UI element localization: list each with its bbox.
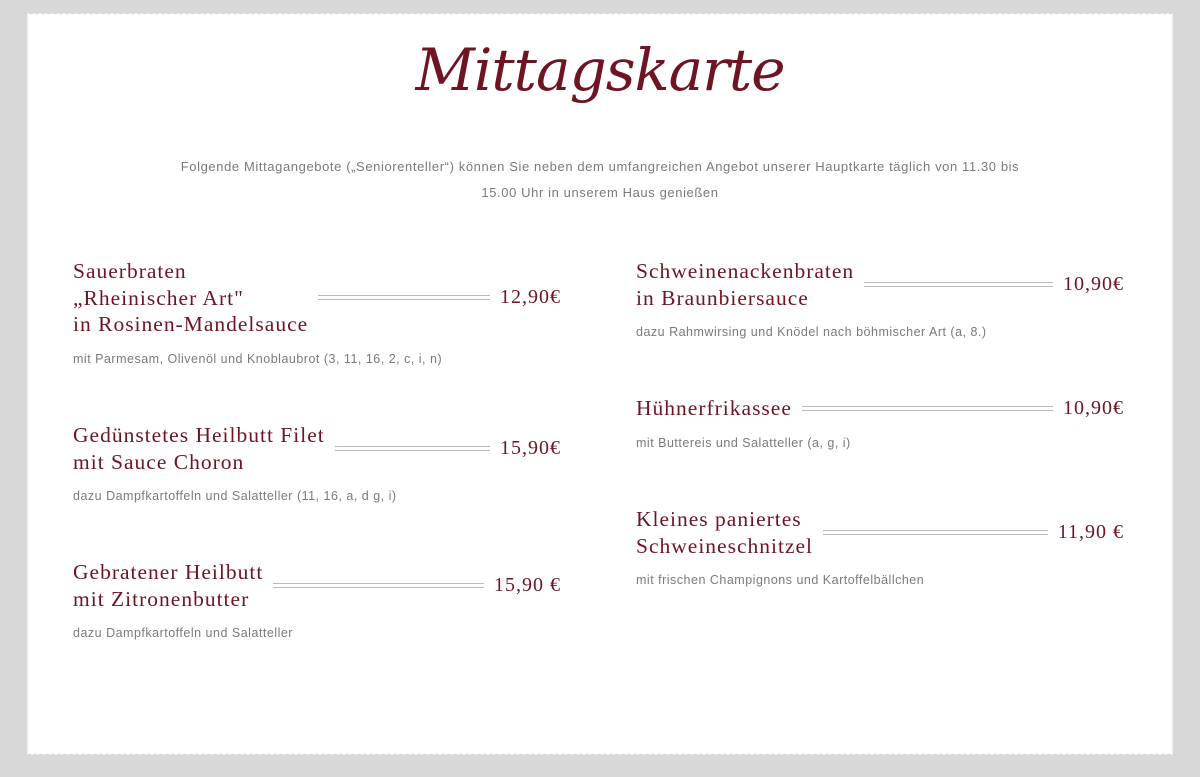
price-leader-line	[318, 295, 490, 300]
menu-item	[73, 258, 561, 366]
dish-price: 15,90€	[500, 437, 561, 459]
dish-description: mit frischen Champignons und Kartoffelbällchen	[636, 573, 925, 587]
dish-name: Hühnerfrikassee	[636, 396, 792, 420]
price-leader-line	[802, 406, 1053, 411]
menu-item	[636, 258, 1124, 339]
menu-item	[73, 559, 561, 640]
price-leader-line	[335, 446, 490, 451]
dish-description: mit Buttereis und Salatteller (a, g, i)	[636, 435, 851, 450]
dish-description: dazu Rahmwirsing und Knödel nach böhmischer Art (a, 8.)	[636, 325, 987, 339]
dish-name: Sauerbraten „Rheinischer Art" in Rosinen-Mandelsauce	[73, 259, 309, 336]
dish-price: 12,90€	[500, 286, 561, 309]
dish-price: 10,90€	[1063, 273, 1124, 295]
dish-name: Schweinenackenbraten in Braunbiersauce	[636, 259, 855, 310]
dish-name: Kleines paniertes Schweineschnitzel	[636, 507, 814, 558]
dish-name: Gebratener Heilbutt mit Zitronenbutter	[73, 560, 264, 611]
dish-price: 10,90€	[1063, 396, 1124, 419]
price-leader-line	[823, 530, 1048, 535]
intro-text	[148, 154, 1052, 206]
dish-name: Gedünstetes Heilbutt Filet mit Sauce Choron	[73, 423, 325, 474]
dish-description: dazu Dampfkartoffeln und Salatteller	[73, 626, 293, 640]
menu-item	[636, 395, 1124, 450]
menu-item	[73, 422, 561, 503]
dish-description: dazu Dampfkartoffeln und Salatteller (11, 16, a, d g, i)	[73, 489, 397, 503]
page-title: Mittagskarte	[415, 36, 785, 104]
dish-price: 15,90 €	[494, 574, 561, 596]
price-leader-line	[273, 583, 484, 588]
intro-line-2: 15.00 Uhr in unserem Haus genießen	[481, 185, 719, 200]
price-leader-line	[864, 282, 1053, 287]
menu-card	[28, 14, 1172, 754]
menu-item	[636, 506, 1124, 587]
dish-description: mit Parmesam, Olivenöl und Knoblaubrot (3, 11, 16, 2, c, i, n)	[73, 351, 443, 366]
intro-line-1: Folgende Mittagangebote („Seniorenteller“) können Sie neben dem umfangreichen Angebot unserer Hauptkarte täglich von 11.30 bis	[180, 159, 1020, 174]
dish-price: 11,90 €	[1057, 521, 1124, 543]
